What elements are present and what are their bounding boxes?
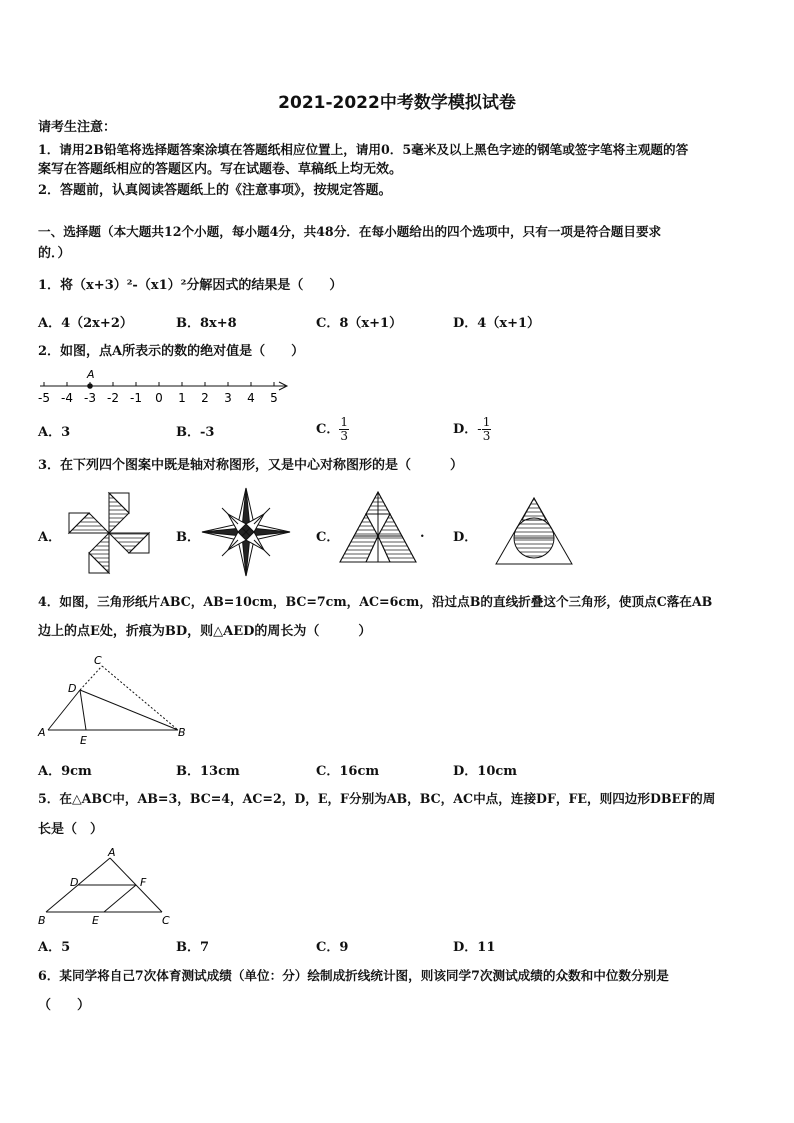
label-e: E — [92, 914, 99, 927]
label-a: A — [38, 726, 46, 739]
section-1-header: 一、选择题（本大题共12个小题，每小题4分，共48分．在每小题给出的四个选项中，只有一项是符合题目要求 — [38, 224, 662, 239]
q4-option-d: D．10cm — [453, 764, 518, 779]
compass-star-pattern — [198, 484, 294, 580]
number-line-tick-label: 0 — [155, 391, 163, 405]
label-c: C — [94, 654, 102, 667]
q5-option-d: D．11 — [453, 940, 496, 955]
section-1-header-end: 的．） — [38, 246, 71, 261]
number-line-figure — [36, 364, 296, 408]
number-line-tick-label: -2 — [107, 391, 119, 405]
triangle-hatched-pattern — [336, 488, 420, 568]
notice-heading: 请考生注意： — [38, 120, 117, 135]
label-c: C — [162, 914, 170, 927]
notice-line-1a: 1．请用2B铅笔将选择题答案涂填在答题纸相应位置上，请用0．5毫米及以上黑色字迹的钢笔或签字笔将主观题的答 — [38, 142, 689, 157]
q3-option-a: A． — [38, 530, 62, 545]
q1-option-c: C．8（x+1） — [316, 316, 403, 331]
q3-option-d: D． — [453, 530, 478, 545]
notice-line-2: 2．答题前，认真阅读答题纸上的《注意事项》，按规定答题。 — [38, 183, 392, 198]
q4-option-b: B．13cm — [176, 764, 240, 779]
label-d: D — [70, 876, 79, 889]
question-3-stem: 3．在下列四个图案中既是轴对称图形，又是中心对称图形的是（ ） — [38, 458, 464, 473]
label-a: A — [108, 846, 116, 859]
q2-option-d-letter: D． — [453, 422, 478, 437]
question-4-stem-b: 边上的点E处，折痕为BD，则△AED的周长为（ ） — [38, 624, 372, 639]
q1-option-a: A．4（2x+2） — [38, 316, 133, 331]
number-line-tick-label: 4 — [247, 391, 255, 405]
question-6-stem-a: 6．某同学将自己7次体育测试成绩（单位：分）绘制成折线统计图，则该同学7次测试成绩的众数和中位数分别是 — [38, 968, 669, 983]
label-f: F — [140, 876, 147, 889]
label-b: B — [38, 914, 46, 927]
q3-dot: . — [420, 526, 425, 541]
q1-option-b: B．8x+8 — [176, 316, 237, 331]
fraction-denominator: 3 — [482, 429, 491, 443]
q5-option-b: B．7 — [176, 940, 210, 955]
q2-option-d — [453, 410, 491, 450]
label-e: E — [80, 734, 87, 746]
point-a-marker — [87, 383, 93, 389]
q4-option-c: C．16cm — [316, 764, 380, 779]
q2-option-a: A．3 — [38, 425, 71, 440]
q2-option-c — [316, 410, 349, 450]
label-d: D — [68, 682, 77, 695]
q2-option-b: B．-3 — [176, 425, 215, 440]
number-line-tick-label: -5 — [38, 391, 50, 405]
q3-option-c: C． — [316, 530, 340, 545]
number-line-tick-label: 1 — [178, 391, 186, 405]
triangle-circle-pattern — [492, 494, 576, 568]
number-line-tick-label: -4 — [61, 391, 73, 405]
fraction-numerator: 1 — [340, 415, 348, 429]
midpoint-triangle-figure — [36, 844, 176, 928]
q5-option-a: A．5 — [38, 940, 71, 955]
label-b: B — [178, 726, 186, 739]
question-6-stem-b: （ ） — [38, 998, 91, 1013]
question-5-stem-b: 长是（ ） — [38, 822, 104, 837]
number-line-tick-label: -3 — [84, 391, 96, 405]
fraction-numerator: 1 — [482, 415, 491, 429]
q3-option-b: B． — [176, 530, 200, 545]
q5-option-c: C．9 — [316, 940, 349, 955]
question-2-stem: 2．如图，点A所表示的数的绝对值是（ ） — [38, 344, 305, 359]
question-1-stem: 1．将（x+3）²-（x1）²分解因式的结果是（ ） — [38, 278, 343, 293]
fraction-denominator: 3 — [340, 429, 348, 443]
notice-line-1b: 案写在答题纸相应的答题区内。写在试题卷、草稿纸上均无效。 — [38, 162, 403, 177]
number-line-tick-label: 3 — [224, 391, 232, 405]
number-line-tick-label: 2 — [201, 391, 209, 405]
question-4-stem-a: 4．如图，三角形纸片ABC，AB=10cm，BC=7cm，AC=6cm，沿过点B的直线折叠这个三角形，使顶点C落在AB — [38, 594, 713, 609]
q1-option-d: D．4（x+1） — [453, 316, 541, 331]
fraction-one-third — [482, 416, 492, 443]
fraction-one-third — [339, 416, 349, 443]
q4-option-a: A．9cm — [38, 764, 92, 779]
number-line-tick-label: 5 — [270, 391, 278, 405]
folded-triangle-figure — [36, 650, 192, 746]
number-line-tick-label: -1 — [130, 391, 142, 405]
point-a-label: A — [87, 368, 95, 381]
question-5-stem-a: 5．在△ABC中，AB=3，BC=4，AC=2，D，E，F分别为AB，BC，AC中点，连接DF，FE，则四边形DBEF的周 — [38, 791, 716, 806]
pinwheel-pattern — [64, 488, 154, 578]
q2-option-c-letter: C． — [316, 422, 340, 437]
negative-sign: - — [477, 422, 482, 437]
page-title: 2021-2022中考数学模拟试卷 — [278, 93, 516, 113]
